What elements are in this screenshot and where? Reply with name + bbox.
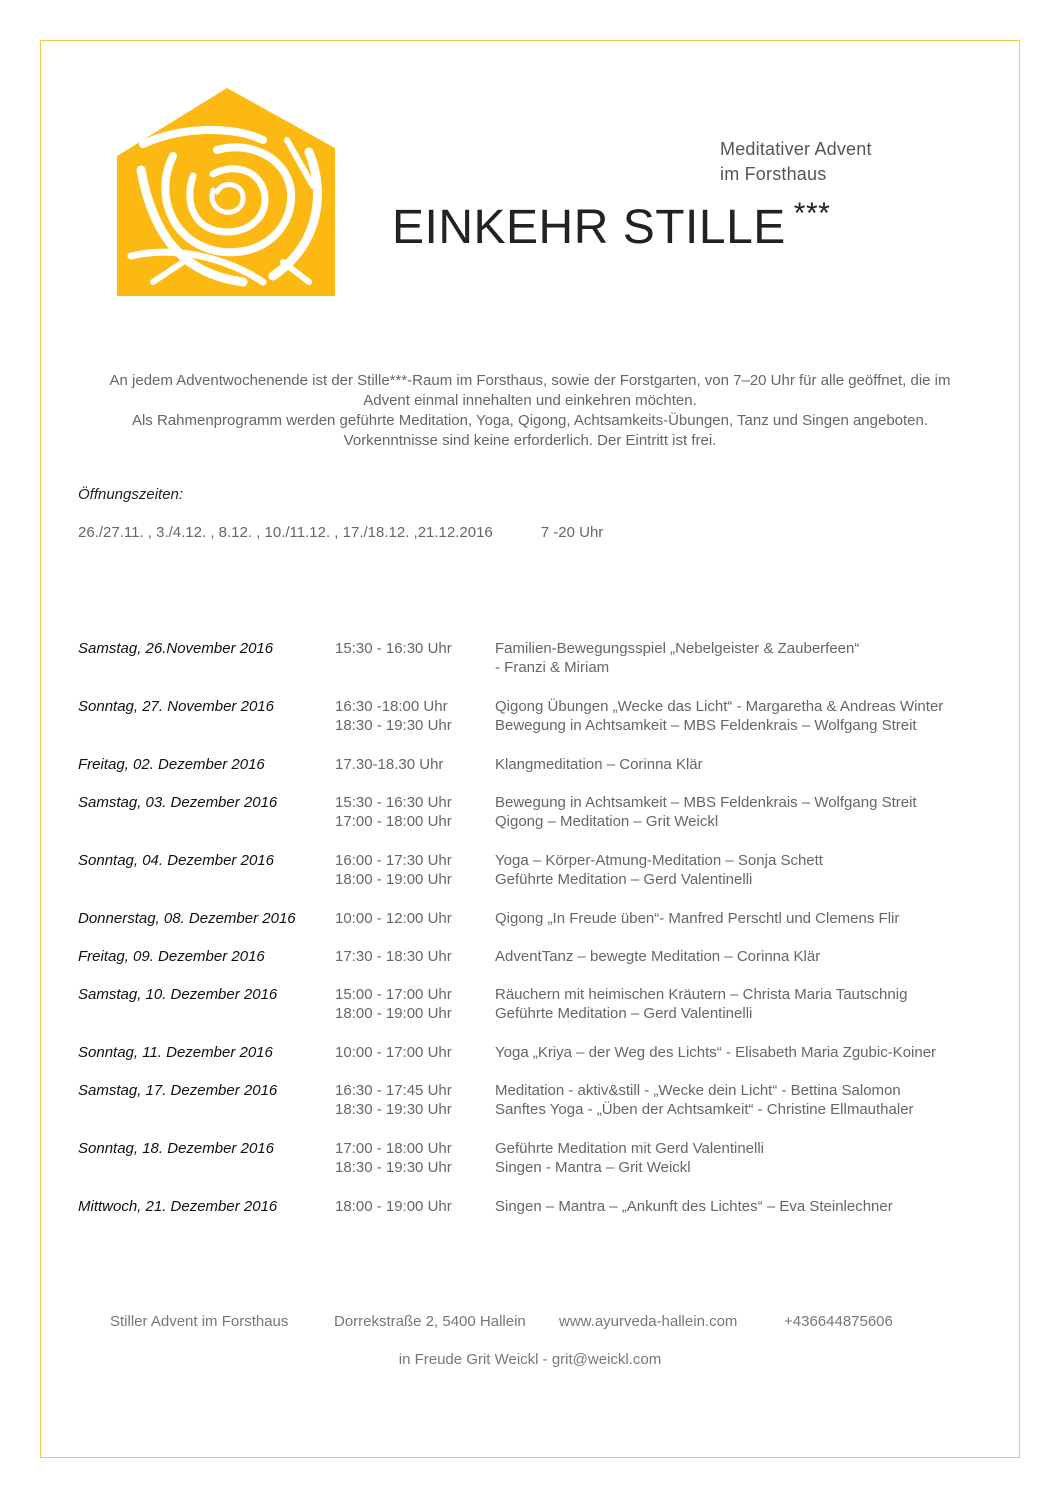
schedule-day: Sonntag, 18. Dezember 2016: [78, 1140, 274, 1157]
schedule-times: [335, 755, 443, 774]
schedule-time: 17.30-18.30 Uhr: [335, 756, 444, 773]
schedule-time: 15:30 - 16:30 Uhr: [335, 794, 452, 811]
schedule-event: Familien-Bewegungsspiel „Nebelgeister & Zauberfeen“: [495, 640, 860, 657]
schedule-event: Bewegung in Achtsamkeit – MBS Feldenkrais – Wolfgang Streit: [495, 717, 917, 734]
schedule-event: AdventTanz – bewegte Meditation – Corinna Klär: [495, 948, 821, 965]
schedule-event: Qigong Übungen „Wecke das Licht“ - Margaretha & Andreas Winter: [495, 698, 944, 715]
subtitle-line-1: Meditativer Advent: [720, 139, 872, 159]
schedule-day: Samstag, 17. Dezember 2016: [78, 1082, 278, 1099]
schedule-event: Räuchern mit heimischen Kräutern – Christa Maria Tautschnig: [495, 986, 908, 1003]
opening-dates: 26./27.11. , 3./4.12. , 8.12. , 10./11.12. , 17./18.12. ,21.12.2016: [78, 524, 493, 541]
schedule-times: [335, 851, 452, 889]
schedule-events: [495, 851, 823, 889]
title-stars: ***: [793, 197, 831, 230]
schedule-time: 10:00 - 17:00 Uhr: [335, 1044, 452, 1061]
schedule-event: Singen - Mantra – Grit Weickl: [495, 1159, 691, 1176]
schedule-event: Klangmeditation – Corinna Klär: [495, 756, 703, 773]
schedule-event: Yoga – Körper-Atmung-Meditation – Sonja Schett: [495, 852, 823, 869]
schedule-time: 18:30 - 19:30 Uhr: [335, 717, 452, 734]
intro-text: [80, 371, 980, 451]
schedule-event: Meditation - aktiv&still - „Wecke dein Licht“ - Bettina Salomon: [495, 1082, 901, 1099]
schedule-event: Qigong „In Freude üben“- Manfred Perschtl und Clemens Flir: [495, 910, 900, 927]
schedule-time: 16:30 -18:00 Uhr: [335, 698, 448, 715]
schedule-events: [495, 793, 917, 831]
schedule-times: [335, 1197, 452, 1216]
schedule-day: Sonntag, 04. Dezember 2016: [78, 852, 274, 869]
title-text: EINKEHR STILLE: [392, 201, 786, 254]
schedule-events: [495, 947, 820, 966]
schedule-events: [495, 1043, 936, 1062]
schedule-event: Singen – Mantra – „Ankunft des Lichtes“ – Eva Steinlechner: [495, 1198, 893, 1215]
intro-line: Advent einmal innehalten und einkehren möchten.: [363, 392, 697, 409]
schedule-time: 18:00 - 19:00 Uhr: [335, 1198, 452, 1215]
subtitle-line-2: im Forsthaus: [720, 164, 827, 184]
schedule-day: Samstag, 03. Dezember 2016: [78, 794, 278, 811]
schedule-event: Yoga „Kriya – der Weg des Lichts“ - Elisabeth Maria Zgubic-Koiner: [495, 1044, 937, 1061]
schedule-times: [335, 1081, 452, 1119]
schedule-time: 18:30 - 19:30 Uhr: [335, 1159, 452, 1176]
event-subtitle: [720, 137, 872, 187]
schedule-times: [335, 793, 452, 831]
schedule-times: [335, 985, 452, 1023]
schedule-day: Donnerstag, 08. Dezember 2016: [78, 910, 296, 927]
schedule-time: 15:30 - 16:30 Uhr: [335, 640, 452, 657]
schedule-events: [495, 697, 943, 735]
schedule-times: [335, 1043, 452, 1062]
schedule-event: Geführte Meditation – Gerd Valentinelli: [495, 1005, 753, 1022]
schedule-events: [495, 909, 899, 928]
schedule-time: 10:00 - 12:00 Uhr: [335, 910, 452, 927]
intro-line: Als Rahmenprogramm werden geführte Meditation, Yoga, Qigong, Achtsamkeits-Übungen, Tanz und Singen angeboten.: [131, 412, 929, 429]
schedule-times: [335, 639, 452, 677]
schedule-day: Samstag, 10. Dezember 2016: [78, 986, 278, 1003]
schedule-event: Geführte Meditation – Gerd Valentinelli: [495, 871, 753, 888]
schedule-day: Mittwoch, 21. Dezember 2016: [78, 1198, 278, 1215]
schedule-events: [495, 639, 859, 677]
opening-hours-heading: Öffnungszeiten:: [78, 486, 184, 503]
schedule-time: 16:00 - 17:30 Uhr: [335, 852, 452, 869]
schedule-times: [335, 947, 452, 966]
schedule-time: [335, 658, 452, 677]
schedule-day: Sonntag, 11. Dezember 2016: [78, 1044, 273, 1061]
opening-time: 7 -20 Uhr: [540, 524, 604, 541]
schedule-day: Freitag, 09. Dezember 2016: [78, 948, 265, 965]
schedule-time: 18:30 - 19:30 Uhr: [335, 1101, 452, 1118]
schedule-day: Samstag, 26.November 2016: [78, 640, 274, 657]
schedule-event: - Franzi & Miriam: [495, 659, 610, 676]
schedule-events: [495, 1081, 914, 1119]
footer-signature: in Freude Grit Weickl - grit@weickl.com: [398, 1351, 662, 1368]
schedule-event: Qigong – Meditation – Grit Weickl: [495, 813, 719, 830]
schedule-time: 18:00 - 19:00 Uhr: [335, 1005, 452, 1022]
schedule-time: 18:00 - 19:00 Uhr: [335, 871, 452, 888]
schedule-time: 17:00 - 18:00 Uhr: [335, 813, 452, 830]
footer-name: Stiller Advent im Forsthaus: [110, 1313, 289, 1330]
schedule-times: [335, 697, 452, 735]
footer-phone: +436644875606: [784, 1313, 893, 1330]
rose-house-logo-icon: [113, 86, 341, 298]
schedule-events: [495, 1197, 893, 1216]
footer-website-link[interactable]: www.ayurveda-hallein.com: [559, 1313, 738, 1330]
intro-line: An jedem Adventwochenende ist der Stille***-Raum im Forsthaus, sowie der Forstgarten, von 7–20 Uhr für alle geöffnet, die im: [109, 372, 951, 389]
schedule-time: 16:30 - 17:45 Uhr: [335, 1082, 452, 1099]
schedule-events: [495, 985, 907, 1023]
schedule-day: Sonntag, 27. November 2016: [78, 698, 274, 715]
schedule-time: 17:30 - 18:30 Uhr: [335, 948, 452, 965]
schedule-events: [495, 1139, 764, 1177]
footer-address: Dorrekstraße 2, 5400 Hallein: [334, 1313, 526, 1330]
schedule-times: [335, 909, 452, 928]
schedule-day: Freitag, 02. Dezember 2016: [78, 756, 265, 773]
page-title: [392, 197, 831, 255]
schedule-time: 15:00 - 17:00 Uhr: [335, 986, 452, 1003]
schedule-events: [495, 755, 703, 774]
intro-line: Vorkenntnisse sind keine erforderlich. Der Eintritt ist frei.: [343, 432, 717, 449]
schedule-times: [335, 1139, 452, 1177]
schedule-event: Bewegung in Achtsamkeit – MBS Feldenkrais – Wolfgang Streit: [495, 794, 917, 811]
schedule-event: Sanftes Yoga - „Üben der Achtsamkeit“ - Christine Ellmauthaler: [495, 1101, 914, 1118]
opening-hours-line: [78, 524, 603, 541]
schedule-event: Geführte Meditation mit Gerd Valentinelli: [495, 1140, 765, 1157]
schedule-time: 17:00 - 18:00 Uhr: [335, 1140, 452, 1157]
